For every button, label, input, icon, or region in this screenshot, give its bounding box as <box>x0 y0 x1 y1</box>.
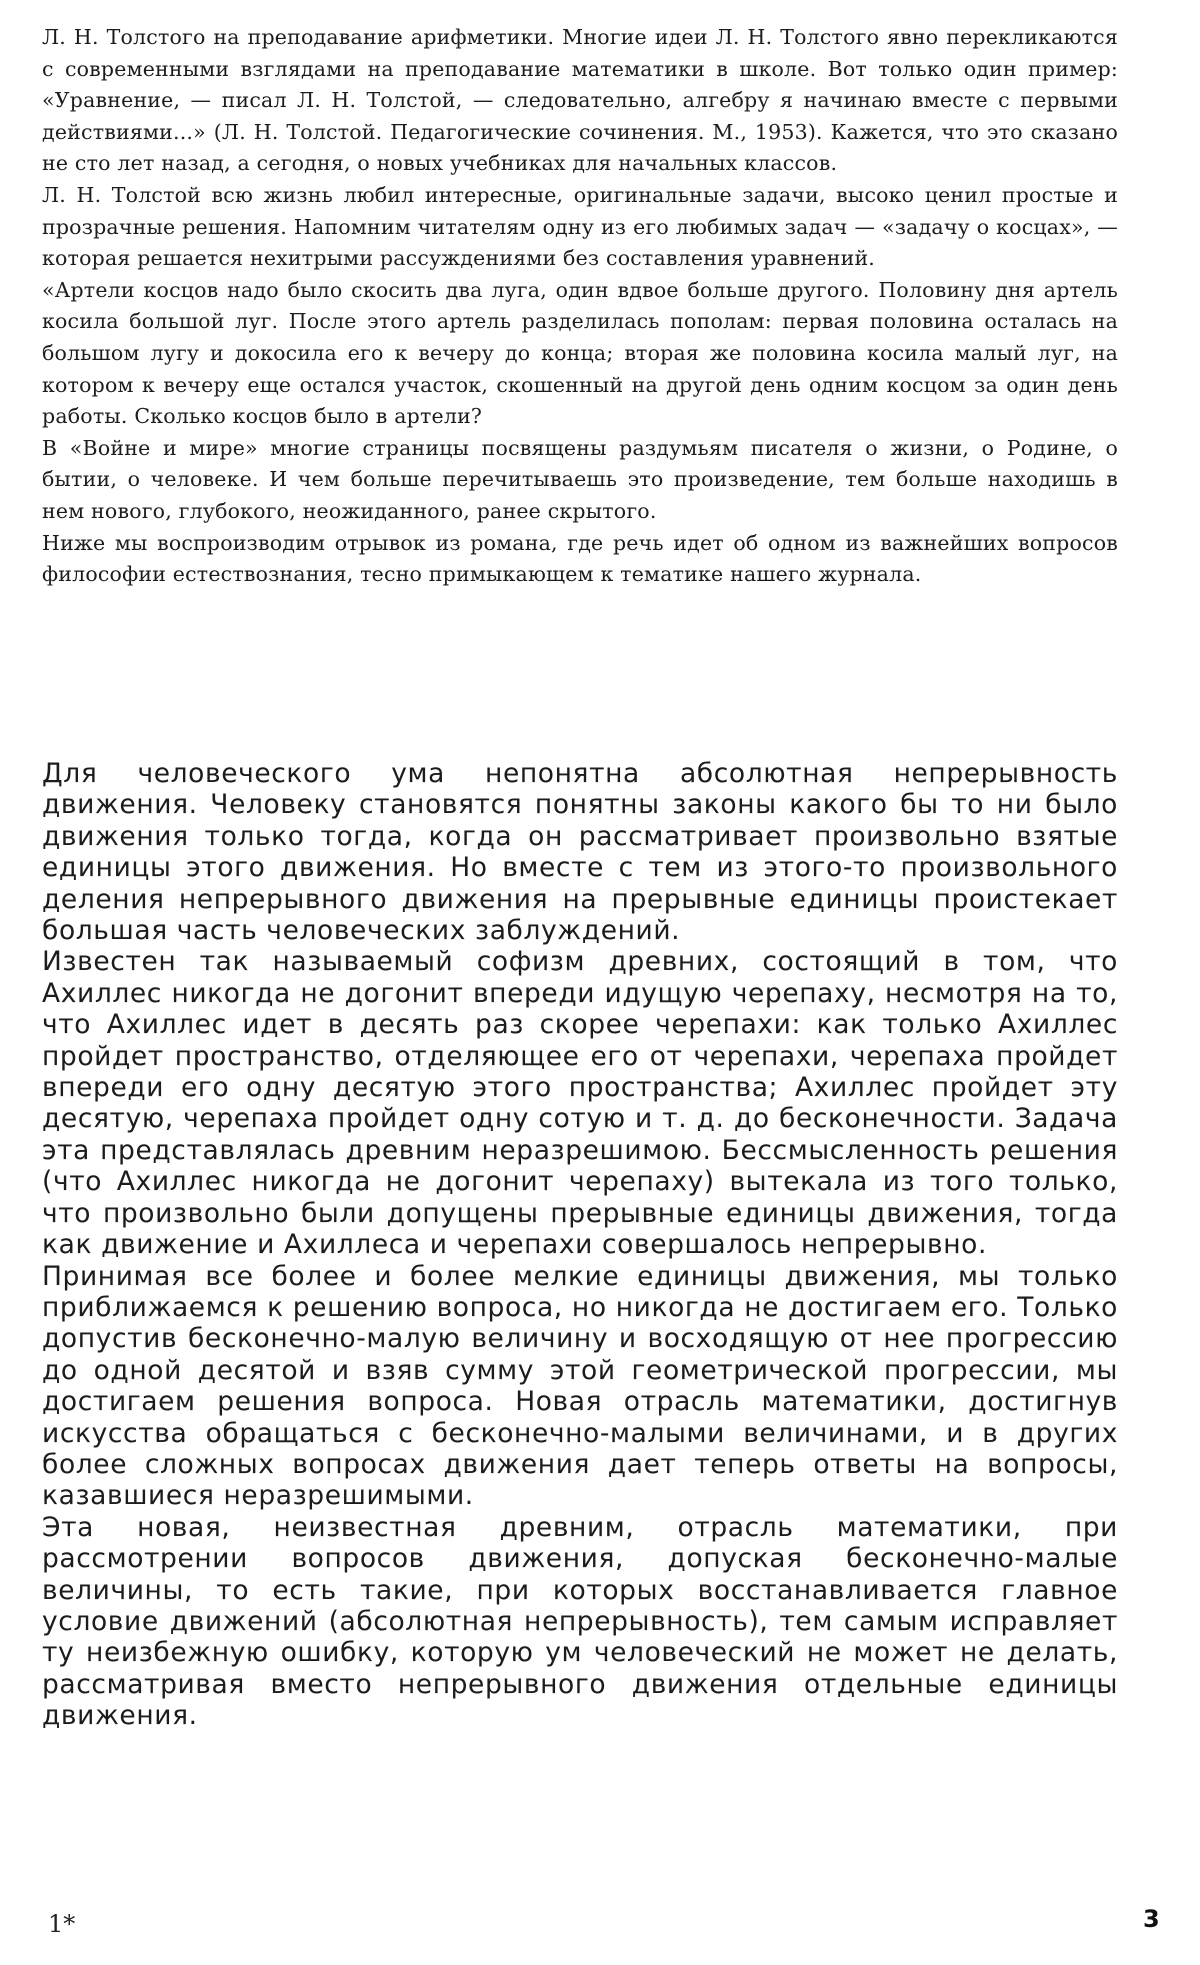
intro-paragraph: Ниже мы воспроизводим отрывок из романа, где речь идет об одном из важнейших вопросов философии естествознания, тесно примыкающем к тематике нашего журнала. <box>42 530 1118 587</box>
excerpt-paragraph: Известен так называемый софизм древних, состоящий в том, что Ахиллес никогда не догонит впереди идущую черепаху, несмотря на то, что Ахиллес идет в десять раз скорее черепахи: как только Ахиллес пройдет пространство, отделяющее его от черепахи, черепаха пройдет впереди его одну десятую этого пространства; Ахиллес пройдет эту десятую, черепаха пройдет одну сотую и т. д. до бесконечности. Задача эта представлялась древним неразрешимою. Бессмысленность решения (что Ахиллес никогда не догонит черепаху) вытекала из того только, что произвольно были допущены прерывные единицы движения, тогда как движение и Ахиллеса и черепахи совершалось непрерывно. <box>42 946 1118 1261</box>
excerpt-paragraph: Принимая все более и более мелкие единицы движения, мы только приближаемся к решению вопроса, но никогда не достигаем его. Только допустив бесконечно-малую величину и восходящую от нее прогрессию до одной десятой и взяв сумму этой геометрической прогрессии, мы достигаем решения вопроса. Новая отрасль математики, достигнув искусства обращаться с бесконечно-малыми величинами, и в других более сложных вопросах движения дает теперь ответы на вопросы, казавшиеся неразрешимыми. <box>42 1260 1118 1512</box>
printer-signature-mark: 1* <box>48 1910 76 1938</box>
excerpt-paragraph: Для человеческого ума непонятна абсолютная непрерывность движения. Человеку становятся понятны законы какого бы то ни было движения только тогда, когда он рассматривает произвольно взятые единицы этого движения. Но вместе с тем из этого-то произвольного деления непрерывного движения на прерывные единицы проистекает большая часть человеческих заблуждений. <box>42 758 1118 947</box>
novel-excerpt-block <box>42 758 1118 1732</box>
page-number: 3 <box>1143 1905 1160 1933</box>
intro-paragraph: Л. Н. Толстой всю жизнь любил интересные, оригинальные задачи, высоко ценил простые и прозрачные решения. Напомним читателям одну из его любимых задач — «задачу о косцах», — которая решается нехитрыми рассуждениями без составления уравнений. <box>42 182 1118 271</box>
intro-text-block <box>42 22 1118 591</box>
intro-paragraph: Л. Н. Толстого на преподавание арифметики. Многие идеи Л. Н. Толстого явно перекликаются с современными взглядами на преподавание математики в школе. Вот только один пример: «Уравнение, — писал Л. Н. Толстой, — следовательно, алгебру я начинаю вместе с первыми действиями...» (Л. Н. Толстой. Педагогические сочинения. М., 1953). Кажется, что это сказано не сто лет назад, а сегодня, о новых учебниках для начальных классов. <box>42 25 1118 176</box>
intro-paragraph: «Артели косцов надо было скосить два луга, один вдвое больше другого. Половину дня артель косила большой луг. После этого артель разделилась пополам: первая половина осталась на большом лугу и докосила его к вечеру до конца; вторая же половина косила малый луг, на котором к вечеру еще остался участок, скошенный на другой день одним косцом за один день работы. Сколько косцов было в артели? <box>42 277 1118 429</box>
intro-paragraph: В «Войне и мире» многие страницы посвящены раздумьям писателя о жизни, о Родине, о бытии, о человеке. И чем больше перечитываешь это произведение, тем больше находишь в нем нового, глубокого, неожиданного, ранее скрытого. <box>42 435 1118 523</box>
excerpt-paragraph: Эта новая, неизвестная древним, отрасль математики, при рассмотрении вопросов движения, допуская бесконечно-малые величины, то есть такие, при которых восстанавливается главное условие движений (абсолютная непрерывность), тем самым исправляет ту неизбежную ошибку, которую ум человеческий не может не делать, рассматривая вместо непрерывного движения отдельные единицы движения. <box>42 1511 1118 1732</box>
